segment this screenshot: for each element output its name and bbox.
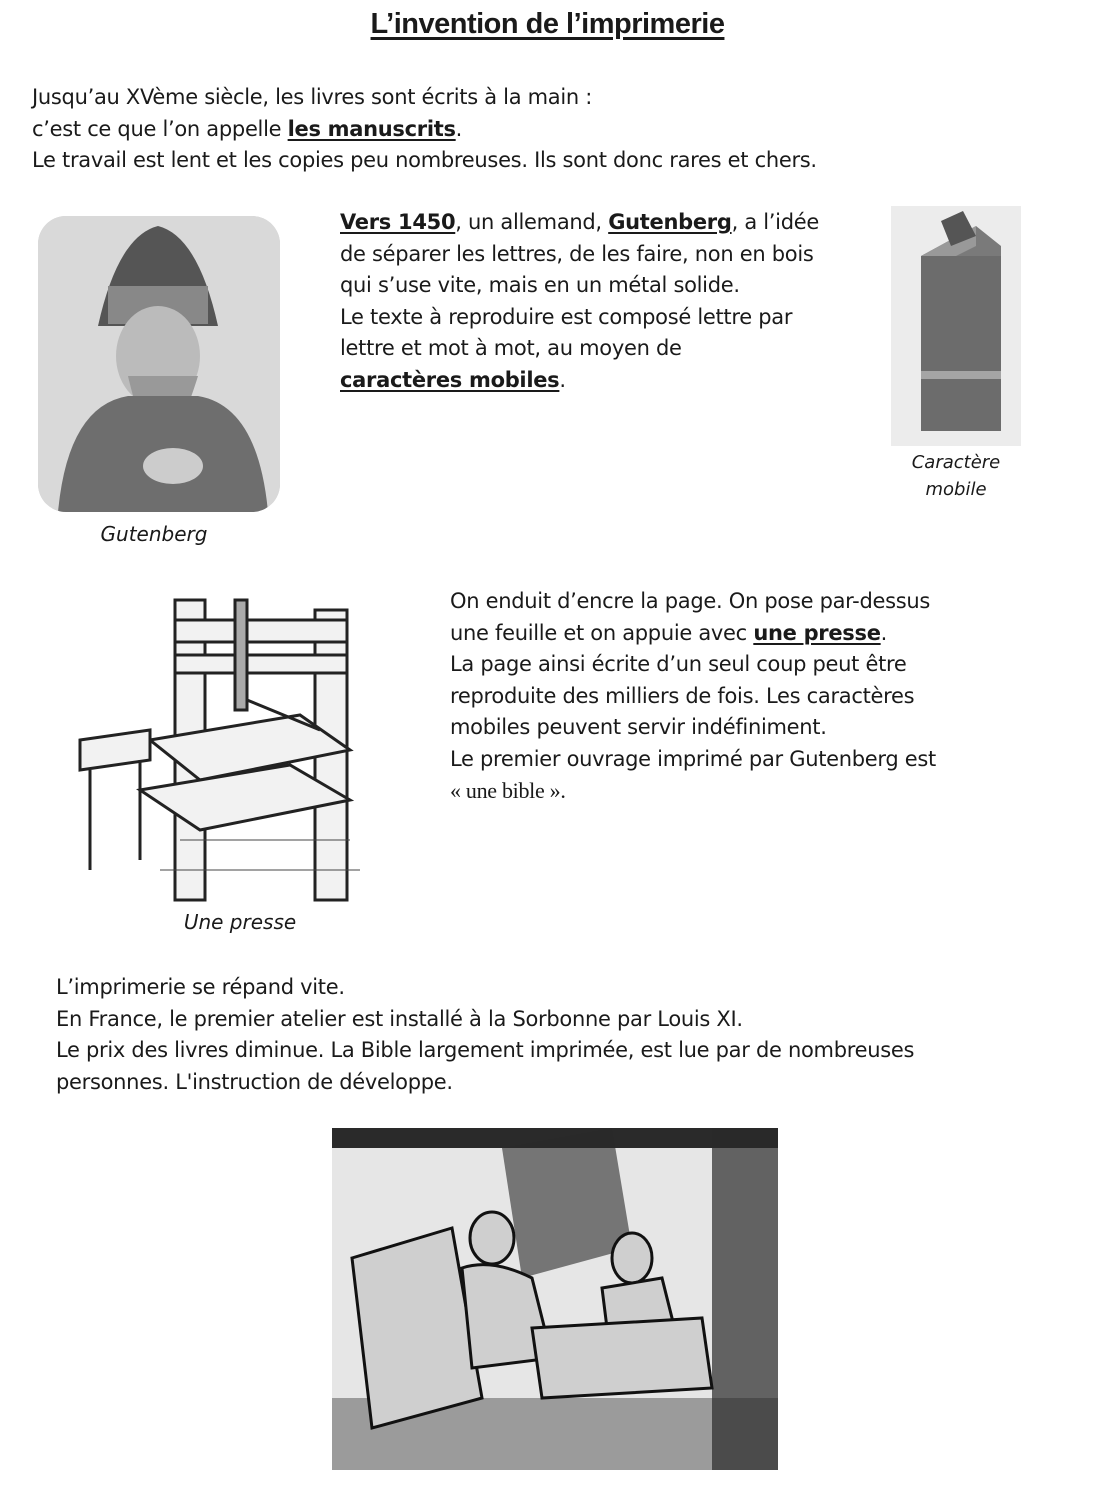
keyword-caracteres-mobiles: caractères mobiles [340, 367, 560, 392]
press-line-6: Le premier ouvrage imprimé par Gutenberg est [450, 746, 936, 771]
spread-line-2: En France, le premier atelier est installé à la Sorbonne par Louis XI. [56, 1006, 743, 1031]
intro-punct: . [455, 116, 463, 141]
press-line-2 [450, 618, 1050, 650]
printing-press-icon [60, 590, 370, 908]
gutenberg-line-5: lettre et mot à mot, au moyen de [340, 336, 682, 360]
gutenberg-line-6 [340, 365, 880, 397]
type-caption-line-2: mobile [925, 479, 987, 500]
portrait-engraving-icon [38, 216, 280, 512]
keyword-presse: une presse [753, 620, 881, 645]
press-paragraph [450, 586, 1050, 807]
press-line-3: La page ainsi écrite d’un seul coup peut être [450, 652, 907, 676]
text: , a l’idée [731, 210, 819, 234]
press-line-4: reproduite des milliers de fois. Les caractères [450, 683, 915, 708]
gutenberg-line-2: de séparer les lettres, de les faire, non en bois [340, 241, 814, 266]
type-caption [886, 449, 1026, 503]
gutenberg-line-3: qui s’use vite, mais en un métal solide. [340, 273, 740, 297]
press-line-5: mobiles peuvent servir indéfiniment. [450, 715, 827, 739]
spread-line-1: L’imprimerie se répand vite. [56, 975, 345, 999]
gutenberg-line-4: Le texte à reproduire est composé lettre par [340, 304, 793, 329]
movable-type-icon [891, 206, 1021, 446]
press-line-7: « une bible ». [450, 778, 566, 803]
intro-text: c’est ce que l’on appelle [32, 116, 288, 141]
intro-paragraph [32, 82, 1032, 177]
keyword-gutenberg: Gutenberg [608, 210, 732, 234]
intro-line-2 [32, 114, 1032, 146]
text: . [559, 367, 566, 392]
spread-paragraph [56, 972, 1056, 1098]
print-workshop-image [332, 1128, 778, 1470]
press-caption: Une presse [183, 910, 297, 934]
gutenberg-paragraph [340, 207, 880, 396]
text: une feuille et on appuie avec [450, 620, 754, 645]
portrait-caption: Gutenberg [100, 522, 208, 546]
keyword-manuscrits: les manuscrits [287, 116, 456, 141]
text: . [880, 620, 888, 645]
type-caption-line-1: Caractère [911, 452, 1001, 473]
intro-line-1: Jusqu’au XVème siècle, les livres sont écrits à la main : [32, 85, 593, 109]
text: , un allemand, [455, 210, 609, 234]
print-workshop-icon [332, 1128, 778, 1470]
intro-line-3: Le travail est lent et les copies peu nombreuses. Ils sont donc rares et chers. [32, 148, 817, 172]
gutenberg-line-1 [340, 207, 880, 239]
page-title: L’invention de l’imprimerie [370, 8, 725, 40]
spread-line-4: personnes. L'instruction de développe. [56, 1069, 453, 1094]
printing-press-image [60, 590, 370, 908]
spread-line-3: Le prix des livres diminue. La Bible largement imprimée, est lue par de nombreuses [56, 1038, 915, 1062]
keyword-date: Vers 1450 [340, 210, 456, 234]
gutenberg-portrait-image [38, 216, 280, 512]
press-line-1: On enduit d’encre la page. On pose par-dessus [450, 589, 931, 613]
movable-type-image [891, 206, 1021, 446]
